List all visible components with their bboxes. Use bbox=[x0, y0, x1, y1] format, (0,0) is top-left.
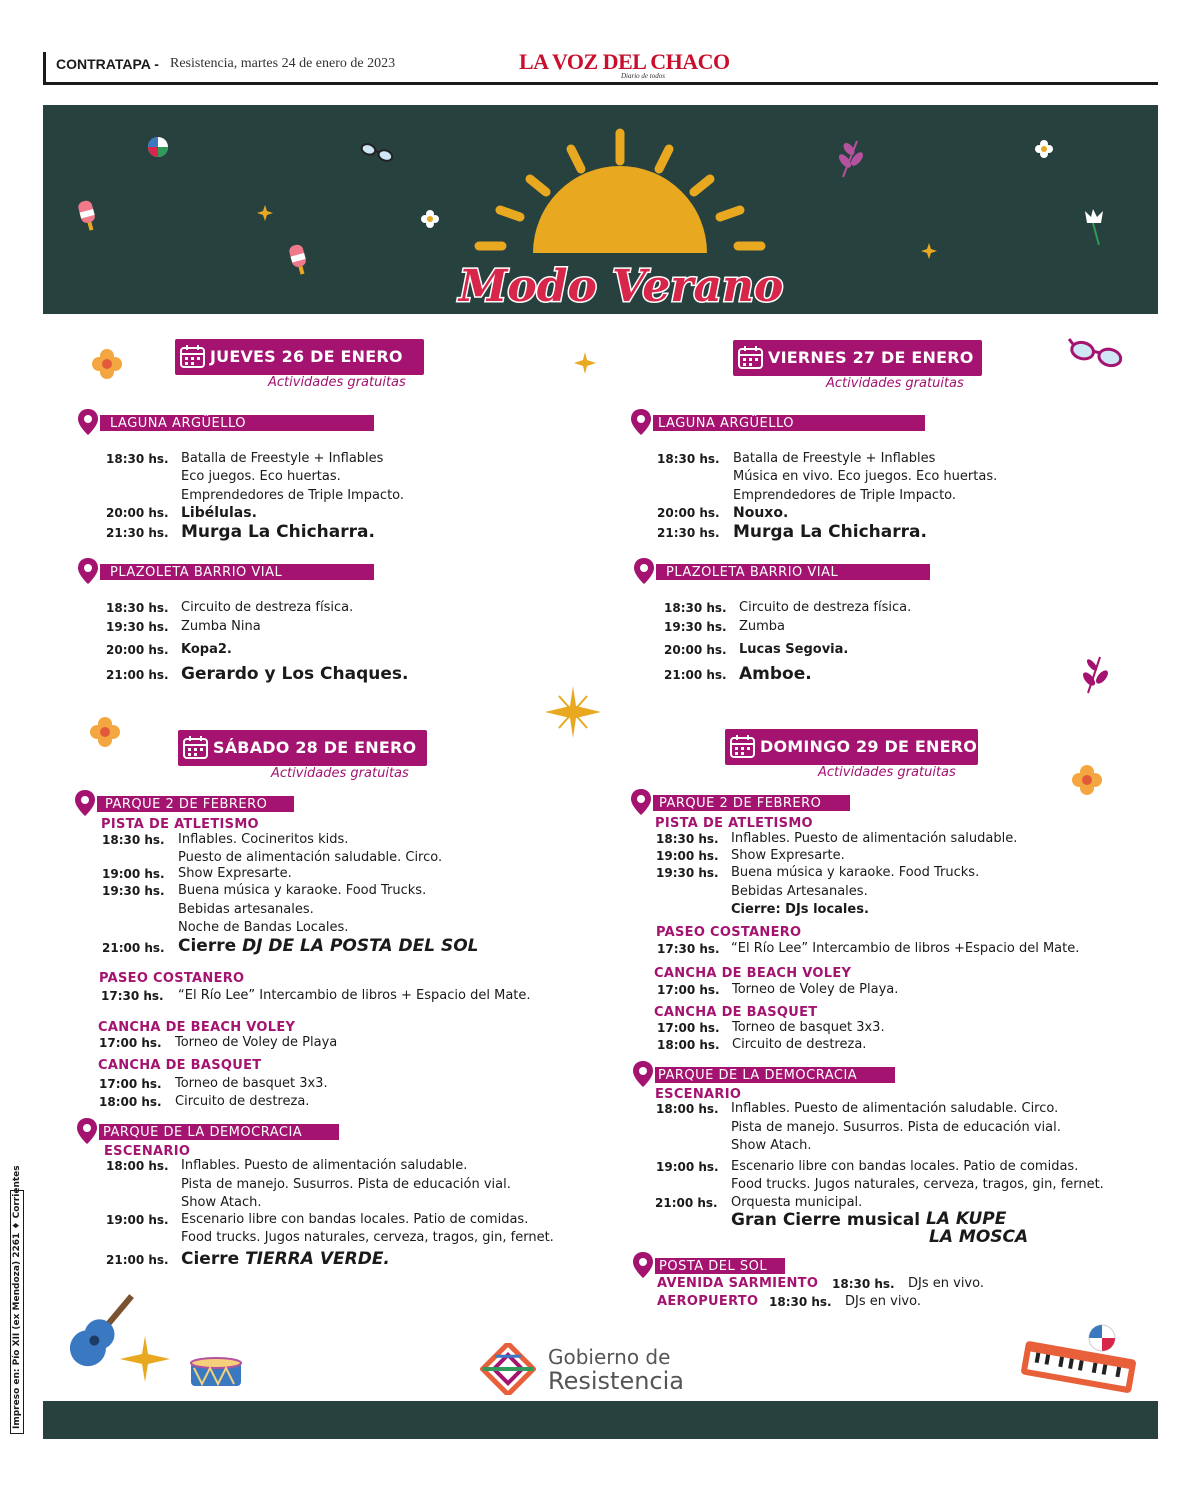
time: 21:00 hs. bbox=[102, 941, 165, 955]
time: 19:30 hs. bbox=[106, 620, 169, 634]
time: 21:30 hs. bbox=[106, 526, 169, 540]
headliner: Murga La Chicharra. bbox=[181, 522, 375, 542]
sub-venue: CANCHA DE BASQUET bbox=[654, 1005, 818, 1020]
time: 17:00 hs. bbox=[657, 1021, 720, 1035]
performer: Nouxo. bbox=[733, 505, 789, 521]
sub-venue: PASEO COSTANERO bbox=[656, 925, 802, 940]
time: 17:00 hs. bbox=[99, 1077, 162, 1091]
activity: Buena música y karaoke. Food Trucks. bbox=[731, 865, 980, 880]
calendar-icon bbox=[183, 736, 208, 759]
activity: Puesto de alimentación saludable. Circo. bbox=[178, 850, 443, 865]
location-pin-icon bbox=[75, 790, 95, 816]
time: 18:30 hs. bbox=[657, 452, 720, 466]
footer-bar bbox=[43, 1401, 1158, 1439]
activity: Show Expresarte. bbox=[178, 866, 292, 881]
sparkle-icon-2 bbox=[921, 243, 937, 259]
time: 18:30 hs. bbox=[106, 601, 169, 615]
headliner-la-mosca: LA MOSCA bbox=[929, 1227, 1029, 1247]
headliner-name: TIERRA VERDE. bbox=[245, 1249, 390, 1269]
activity: Show Atach. bbox=[731, 1138, 812, 1153]
time: 18:30 hs. bbox=[769, 1295, 832, 1309]
day-header-friday bbox=[733, 340, 982, 376]
activity: Emprendedores de Triple Impacto. bbox=[733, 488, 957, 503]
free-activities-label: Actividades gratuitas bbox=[268, 375, 406, 390]
sparkle-icon-3 bbox=[120, 1336, 170, 1382]
time: 21:30 hs. bbox=[657, 526, 720, 540]
sparkle-icon bbox=[257, 205, 273, 221]
time: 18:00 hs. bbox=[99, 1095, 162, 1109]
headliner bbox=[181, 1249, 390, 1269]
time: 19:00 hs. bbox=[106, 1213, 169, 1227]
cierre-label: Cierre bbox=[178, 936, 237, 956]
location-pin-icon bbox=[631, 789, 651, 815]
sparkle-icon-2 bbox=[545, 686, 601, 738]
calendar-icon bbox=[180, 345, 205, 368]
section-label: CONTRATAPA - bbox=[56, 56, 159, 72]
sub-venue: AEROPUERTO bbox=[657, 1294, 759, 1309]
activity: Show Atach. bbox=[181, 1195, 262, 1210]
drum-icon bbox=[188, 1356, 244, 1390]
logo-line-2: Resistencia bbox=[548, 1367, 684, 1395]
masthead-rule bbox=[43, 82, 1158, 85]
sub-venue: CANCHA DE BEACH VOLEY bbox=[98, 1020, 296, 1035]
activity: Escenario libre con bandas locales. Patio de comidas. bbox=[181, 1212, 529, 1227]
time: 20:00 hs. bbox=[106, 506, 169, 520]
location-pin-icon bbox=[634, 558, 654, 584]
time: 18:30 hs. bbox=[664, 601, 727, 615]
venue-name: LAGUNA ARGÜELLO bbox=[658, 416, 795, 431]
activity: Pista de manejo. Susurros. Pista de educación vial. bbox=[731, 1120, 1061, 1135]
activity: Inflables. Cocineritos kids. bbox=[178, 832, 349, 847]
performer: Kopa2. bbox=[181, 642, 232, 657]
activity: “El Río Lee” Intercambio de libros + Espacio del Mate. bbox=[178, 988, 531, 1003]
activity: Orquesta municipal. bbox=[731, 1195, 863, 1210]
venue-name: PARQUE 2 DE FEBRERO bbox=[105, 797, 268, 812]
performer: Libélulas. bbox=[181, 505, 257, 521]
day-title: SÁBADO 28 DE ENERO bbox=[213, 738, 417, 757]
gran-cierre-label: Gran Cierre musical bbox=[731, 1210, 921, 1230]
venue-name: PARQUE DE LA DEMOCRACIA bbox=[103, 1125, 303, 1140]
headliner-name: DJ DE LA POSTA DEL SOL bbox=[242, 936, 479, 956]
banner-illustration bbox=[43, 105, 1158, 314]
time: 18:00 hs. bbox=[106, 1159, 169, 1173]
time: 19:30 hs. bbox=[102, 884, 165, 898]
activity: Inflables. Puesto de alimentación saludable. Circo. bbox=[731, 1101, 1059, 1116]
flower-icon-3 bbox=[1066, 762, 1108, 798]
sunglasses-icon bbox=[1066, 338, 1126, 372]
location-pin-icon bbox=[633, 1252, 653, 1278]
activity: Circuito de destreza física. bbox=[181, 600, 354, 615]
activity: DJs en vivo. bbox=[908, 1276, 984, 1291]
popsicle-icon-2 bbox=[288, 243, 309, 276]
time: 18:00 hs. bbox=[657, 1038, 720, 1052]
free-activities-label: Actividades gratuitas bbox=[818, 765, 956, 780]
activity: Torneo de basquet 3x3. bbox=[732, 1020, 885, 1035]
printer-note: Impreso en: Pío XII (ex Mendoza) 2261 ♦ Corrientes bbox=[10, 1190, 24, 1434]
gobierno-logo-mark-icon bbox=[480, 1343, 536, 1395]
logo-line-1: Gobierno de bbox=[548, 1345, 671, 1369]
location-pin-icon bbox=[78, 409, 98, 435]
venue-name: PARQUE 2 DE FEBRERO bbox=[659, 796, 822, 811]
free-activities-label: Actividades gratuitas bbox=[826, 376, 964, 391]
day-header-sunday bbox=[725, 729, 978, 765]
time: 20:00 hs. bbox=[657, 506, 720, 520]
newspaper-logo: LA VOZ DEL CHACO bbox=[519, 49, 730, 74]
sparkle-icon bbox=[574, 352, 596, 374]
leaf-sprig-icon bbox=[838, 141, 864, 177]
masthead bbox=[43, 46, 1158, 88]
time: 21:00 hs. bbox=[106, 668, 169, 682]
day-title: JUEVES 26 DE ENERO bbox=[210, 347, 403, 366]
flower-icon-2 bbox=[1035, 140, 1053, 158]
location-pin-icon bbox=[631, 409, 651, 435]
calendar-icon bbox=[730, 735, 755, 758]
dateline: Resistencia, martes 24 de enero de 2023 bbox=[170, 56, 396, 71]
time: 19:30 hs. bbox=[656, 866, 719, 880]
time: 18:30 hs. bbox=[832, 1277, 895, 1291]
time: 17:30 hs. bbox=[657, 942, 720, 956]
activity: Circuito de destreza física. bbox=[739, 600, 912, 615]
time: 19:00 hs. bbox=[102, 867, 165, 881]
activity: Circuito de destreza. bbox=[175, 1094, 310, 1109]
headliner: Amboe. bbox=[739, 664, 812, 684]
sub-venue: ESCENARIO bbox=[655, 1087, 742, 1102]
modo-verano-banner bbox=[43, 105, 1158, 314]
activity: Zumba bbox=[739, 619, 786, 634]
venue-name: PLAZOLETA BARRIO VIAL bbox=[666, 565, 839, 580]
tulip-icon bbox=[1085, 209, 1103, 245]
gobierno-resistencia-logo bbox=[480, 1343, 740, 1395]
sun-icon bbox=[479, 133, 761, 253]
beach-ball-icon bbox=[148, 137, 168, 157]
venue-name: PARQUE DE LA DEMOCRACIA bbox=[658, 1068, 858, 1083]
flower-icon bbox=[421, 210, 439, 228]
location-pin-icon bbox=[633, 1061, 653, 1087]
popsicle-icon bbox=[77, 199, 98, 232]
calendar-icon bbox=[738, 346, 763, 369]
masthead-vertical-rule bbox=[43, 52, 46, 82]
performer: Lucas Segovia. bbox=[739, 642, 849, 657]
headliner: Gerardo y Los Chaques. bbox=[181, 664, 409, 684]
activity: Batalla de Freestyle + Inflables bbox=[181, 451, 384, 466]
time: 21:00 hs. bbox=[106, 1253, 169, 1267]
time: 18:30 hs. bbox=[102, 833, 165, 847]
flower-icon-2 bbox=[84, 714, 126, 750]
activity: DJs en vivo. bbox=[845, 1294, 921, 1309]
time: 21:00 hs. bbox=[655, 1196, 718, 1210]
activity: “El Río Lee” Intercambio de libros +Espacio del Mate. bbox=[731, 941, 1080, 956]
headliner bbox=[178, 936, 478, 956]
activity: Escenario libre con bandas locales. Patio de comidas. bbox=[731, 1159, 1079, 1174]
time: 18:00 hs. bbox=[656, 1102, 719, 1116]
activity: Food trucks. Jugos naturales, cerveza, tragos, gin, fernet. bbox=[181, 1230, 554, 1245]
sub-venue: CANCHA DE BASQUET bbox=[98, 1058, 262, 1073]
time: 18:30 hs. bbox=[656, 832, 719, 846]
time: 19:30 hs. bbox=[664, 620, 727, 634]
headliner-la-kupe: LA KUPE bbox=[926, 1209, 1007, 1229]
day-header-thursday bbox=[175, 339, 424, 375]
time: 20:00 hs. bbox=[664, 643, 727, 657]
venue-name: LAGUNA ARGÜELLO bbox=[110, 416, 247, 431]
time: 18:30 hs. bbox=[106, 452, 169, 466]
activity: Torneo de Voley de Playa bbox=[175, 1035, 338, 1050]
cierre-label: Cierre bbox=[181, 1249, 240, 1269]
free-activities-label: Actividades gratuitas bbox=[271, 766, 409, 781]
activity: Música en vivo. Eco juegos. Eco huertas. bbox=[733, 469, 998, 484]
sub-venue: PISTA DE ATLETISMO bbox=[101, 817, 259, 832]
activity: Torneo de basquet 3x3. bbox=[175, 1076, 328, 1091]
time: 21:00 hs. bbox=[664, 668, 727, 682]
activity: Circuito de destreza. bbox=[732, 1037, 867, 1052]
activity: Bebidas Artesanales. bbox=[731, 884, 868, 899]
activity: Show Expresarte. bbox=[731, 848, 845, 863]
activity: Food trucks. Jugos naturales, cerveza, tragos, gin, fernet. bbox=[731, 1177, 1104, 1192]
sub-venue: ESCENARIO bbox=[104, 1144, 191, 1159]
time: 17:00 hs. bbox=[657, 983, 720, 997]
location-pin-icon bbox=[78, 558, 98, 584]
time: 19:00 hs. bbox=[656, 1160, 719, 1174]
headliner: Murga La Chicharra. bbox=[733, 522, 927, 542]
activity: Buena música y karaoke. Food Trucks. bbox=[178, 883, 427, 898]
keyboard-icon bbox=[1018, 1320, 1140, 1398]
sub-venue: PASEO COSTANERO bbox=[99, 971, 245, 986]
activity: Zumba Nina bbox=[181, 619, 261, 634]
activity: Bebidas artesanales. bbox=[178, 902, 314, 917]
location-pin-icon bbox=[77, 1118, 97, 1144]
time: 17:00 hs. bbox=[99, 1036, 162, 1050]
time: 17:30 hs. bbox=[101, 989, 164, 1003]
flower-icon bbox=[86, 346, 128, 382]
activity: Pista de manejo. Susurros. Pista de educación vial. bbox=[181, 1177, 511, 1192]
activity: Batalla de Freestyle + Inflables bbox=[733, 451, 936, 466]
modo-verano-title: Modo Verano bbox=[458, 261, 784, 312]
activity: Inflables. Puesto de alimentación saludable. bbox=[731, 831, 1018, 846]
cierre-djs: Cierre: DJs locales. bbox=[731, 902, 869, 917]
leaf-sprig-icon bbox=[1080, 655, 1110, 695]
time: 19:00 hs. bbox=[656, 849, 719, 863]
time: 20:00 hs. bbox=[106, 643, 169, 657]
activity: Eco juegos. Eco huertas. bbox=[181, 469, 341, 484]
activity: Inflables. Puesto de alimentación saludable. bbox=[181, 1158, 468, 1173]
sub-venue: CANCHA DE BEACH VOLEY bbox=[654, 966, 852, 981]
activity: Torneo de Voley de Playa. bbox=[732, 982, 899, 997]
newspaper-tagline: Diario de todos bbox=[621, 72, 665, 80]
activity: Emprendedores de Triple Impacto. bbox=[181, 488, 405, 503]
sub-venue: PISTA DE ATLETISMO bbox=[655, 816, 813, 831]
venue-name: PLAZOLETA BARRIO VIAL bbox=[110, 565, 283, 580]
venue-name: POSTA DEL SOL bbox=[659, 1259, 768, 1274]
sunglasses-icon bbox=[360, 142, 393, 162]
day-title: DOMINGO 29 DE ENERO bbox=[760, 737, 978, 756]
activity: Noche de Bandas Locales. bbox=[178, 920, 349, 935]
day-header-saturday bbox=[178, 730, 427, 766]
sub-venue: AVENIDA SARMIENTO bbox=[657, 1276, 819, 1291]
day-title: VIERNES 27 DE ENERO bbox=[768, 348, 974, 367]
